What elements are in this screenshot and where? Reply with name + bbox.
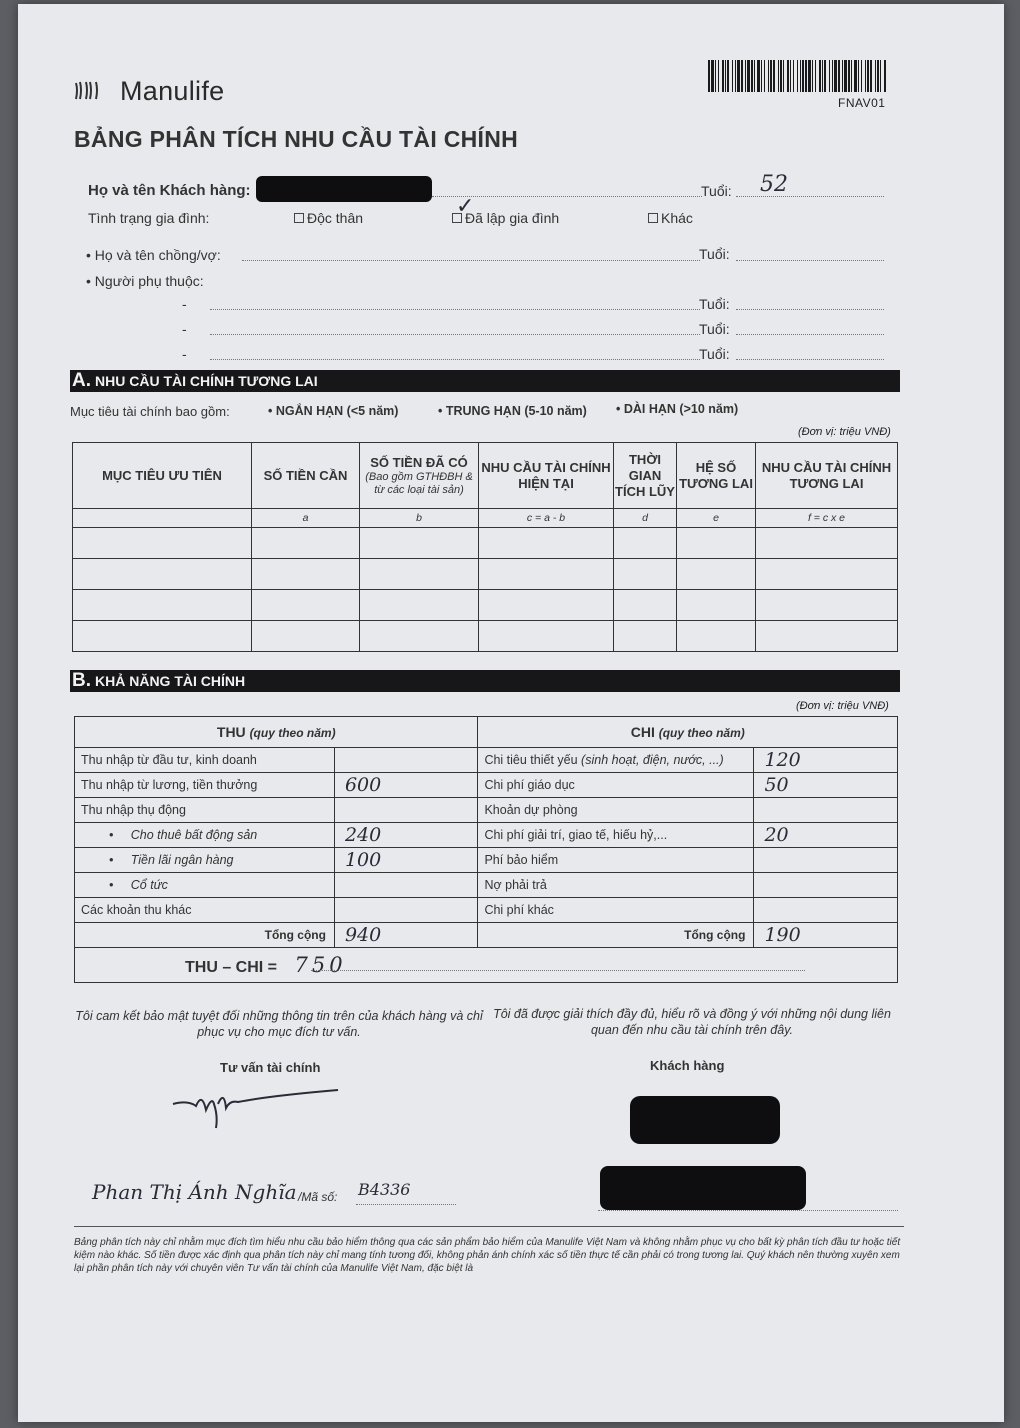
income-total-label: Tổng cộng (75, 923, 335, 948)
status-other[interactable] (648, 210, 693, 226)
dependent-dash: - (182, 296, 187, 312)
table-row (75, 823, 898, 848)
expense-label: Chi tiêu thiết yếu (sinh hoạt, điện, nước, ...) (478, 748, 754, 773)
dependent-age-label: Tuổi: (699, 296, 730, 312)
advisor-code-value: B4336 (358, 1180, 411, 1199)
total-row (75, 923, 898, 948)
spouse-age-label: Tuổi: (699, 246, 730, 262)
dependent-line (210, 309, 700, 310)
income-value[interactable]: 240 (334, 823, 478, 848)
expense-total-label: Tổng cộng (478, 923, 754, 948)
advisor-code-line (356, 1204, 456, 1205)
income-value[interactable] (334, 873, 478, 898)
income-value[interactable] (334, 898, 478, 923)
checkbox-icon[interactable] (648, 213, 658, 223)
form-code: FNAV01 (838, 96, 886, 110)
advisor-code-label: /Mã số: (298, 1190, 338, 1204)
table-row (75, 773, 898, 798)
client-signature-label: Khách hàng (650, 1058, 725, 1073)
income-label: Thu nhập từ lương, tiền thưởng (75, 773, 335, 798)
client-name-label: Họ và tên Khách hàng: (88, 182, 251, 199)
advisor-name: Phan Thị Ánh Nghĩa (92, 1180, 297, 1204)
dependent-age-line (736, 359, 884, 360)
income-header: THU (quy theo năm) (75, 717, 478, 748)
client-commitment: Tôi đã được giải thích đầy đủ, hiểu rõ và đồng ý với những nội dung liên quan đến nhu cầu tài chính trên đây. (493, 1007, 891, 1037)
table-row (75, 848, 898, 873)
client-name-redacted (256, 176, 432, 202)
expense-value[interactable]: 50 (754, 773, 898, 798)
expense-value[interactable] (754, 898, 898, 923)
section-a-title: NHU CẦU TÀI CHÍNH TƯƠNG LAI (95, 373, 318, 389)
dependent-age-label: Tuổi: (699, 321, 730, 337)
dependents-row: • Người phụ thuộc: (86, 273, 204, 289)
checkbox-icon[interactable] (294, 213, 304, 223)
financial-capacity-table (74, 716, 898, 983)
document-title: BẢNG PHÂN TÍCH NHU CẦU TÀI CHÍNH (74, 126, 519, 152)
net-cell (75, 948, 898, 983)
col-amount-needed: SỐ TIỀN CẦN (252, 443, 360, 509)
income-label: • Tiền lãi ngân hàng (75, 848, 335, 873)
net-value[interactable]: 750 (294, 953, 347, 977)
income-label: Thu nhập thụ động (75, 798, 335, 823)
income-label: • Cổ tức (75, 873, 335, 898)
dependent-age-line (736, 309, 884, 310)
client-age-value: 52 (760, 172, 788, 197)
footer-disclaimer: Bảng phân tích này chỉ nhằm mục đích tìm hiểu nhu cầu bảo hiểm thông qua các sản phẩm bảo hiểm của Manulife Việt Nam và không nhằm phục vụ cho bất kỳ phân tích đầu tư hoặc tiết kiệm nào khác. Số tiền được xác định qua phân tích này chỉ mang tính tương đối, không phản ánh chính xác số tiền thực tế cần phải có trong tương lai. Quý khách nên thường xuyên xem lại phần phân tích này với chuyên viên Tư vấn tài chính của Manulife Việt Nam, đặc biệt là (74, 1237, 901, 1274)
form-page (18, 4, 1004, 1422)
spouse-age-line (736, 260, 884, 261)
table-row (75, 798, 898, 823)
col-future-need: NHU CẦU TÀI CHÍNH TƯƠNG LAI (756, 443, 898, 509)
client-name-signature-redacted (600, 1166, 806, 1210)
section-b-unit: (Đơn vị: triệu VNĐ) (796, 700, 889, 712)
dependent-line (210, 334, 700, 335)
status-single[interactable] (294, 210, 363, 226)
expense-value[interactable] (754, 848, 898, 873)
expense-label: Chi phí giáo dục (478, 773, 754, 798)
expense-value[interactable] (754, 798, 898, 823)
section-b-title: KHẢ NĂNG TÀI CHÍNH (95, 673, 246, 689)
net-line (311, 970, 805, 971)
family-status-label: Tình trạng gia đình: (88, 210, 210, 226)
client-age-label: Tuổi: (701, 183, 732, 199)
client-name-line (598, 1210, 898, 1211)
term-medium: • TRUNG HẠN (5-10 năm) (438, 404, 587, 418)
expense-label: Chi phí giải trí, giao tế, hiếu hỷ,... (478, 823, 754, 848)
section-b-letter: B. (72, 670, 91, 691)
section-b-header (70, 670, 900, 692)
table-row (75, 898, 898, 923)
section-a-letter: A. (72, 370, 91, 391)
col-accumulation-time: THỜI GIAN TÍCH LŨY (614, 443, 677, 509)
table-row (75, 748, 898, 773)
income-label: • Cho thuê bất động sản (75, 823, 335, 848)
check-mark-icon: ✓ (456, 194, 475, 219)
term-long: • DÀI HẠN (>10 năm) (616, 402, 739, 416)
col-current-need: NHU CẦU TÀI CHÍNH HIỆN TẠI (479, 443, 614, 509)
section-a-unit: (Đơn vị: triệu VNĐ) (798, 426, 891, 438)
expense-label: Phí bảo hiểm (478, 848, 754, 873)
goal-label: Mục tiêu tài chính bao gồm: (70, 404, 230, 419)
income-value[interactable] (334, 748, 478, 773)
table-row[interactable] (73, 559, 898, 590)
manulife-logo-icon (74, 79, 100, 101)
table-row[interactable] (73, 621, 898, 652)
table-row (75, 873, 898, 898)
expense-value[interactable]: 120 (754, 748, 898, 773)
income-value[interactable] (334, 798, 478, 823)
table-row[interactable] (73, 590, 898, 621)
status-single-label: Độc thân (307, 210, 364, 226)
brand-name: Manulife (120, 76, 225, 106)
income-value[interactable]: 600 (334, 773, 478, 798)
client-age-line (736, 196, 884, 197)
expense-value[interactable] (754, 873, 898, 898)
footer-divider (74, 1226, 904, 1227)
col-future-factor: HỆ SỐ TƯƠNG LAI (677, 443, 756, 509)
formula-row: a b c = a - b d e f = c x e (73, 509, 898, 528)
expense-header: CHI (quy theo năm) (478, 717, 898, 748)
expense-value[interactable]: 20 (754, 823, 898, 848)
table-header-row (75, 717, 898, 748)
col-amount-available: SỐ TIỀN ĐÃ CÓ (Bao gồm GTHĐBH & từ các loại tài sản) (360, 443, 479, 509)
col-priority-goal: MỤC TIÊU ƯU TIÊN (73, 443, 252, 509)
future-needs-table (72, 442, 898, 652)
income-label: Các khoản thu khác (75, 898, 335, 923)
table-row[interactable] (73, 528, 898, 559)
income-value[interactable]: 100 (334, 848, 478, 873)
net-row (75, 948, 898, 983)
expense-label: Nợ phải trả (478, 873, 754, 898)
manulife-logo (74, 76, 224, 107)
dependent-line (210, 359, 700, 360)
spouse-line (242, 260, 700, 261)
status-other-label: Khác (661, 210, 693, 226)
barcode-icon (708, 60, 888, 92)
dependents-label: Người phụ thuộc: (94, 273, 204, 289)
income-total-value[interactable]: 940 (334, 923, 478, 948)
section-a-header (70, 370, 900, 392)
status-married-label: Đã lập gia đình (465, 210, 560, 226)
dependent-age-label: Tuổi: (699, 346, 730, 362)
spouse-row: • Họ và tên chồng/vợ: (86, 247, 221, 263)
dependent-dash: - (182, 346, 187, 362)
income-label: Thu nhập từ đầu tư, kinh doanh (75, 748, 335, 773)
client-signature-redacted (630, 1096, 780, 1144)
dependent-dash: - (182, 321, 187, 337)
expense-total-value[interactable]: 190 (754, 923, 898, 948)
expense-label: Khoản dự phòng (478, 798, 754, 823)
spouse-label: Họ và tên chồng/vợ: (94, 247, 221, 263)
net-label: THU – CHI = (185, 959, 278, 976)
advisor-commitment: Tôi cam kết bảo mật tuyệt đối những thông tin trên của khách hàng và chỉ phục vụ cho mục đích tư vấn. (75, 1009, 483, 1039)
dependent-age-line (736, 334, 884, 335)
expense-label: Chi phí khác (478, 898, 754, 923)
advisor-signature-icon (168, 1082, 348, 1134)
table-header-row (73, 443, 898, 509)
term-short: • NGẮN HẠN (<5 năm) (268, 404, 399, 418)
advisor-signature-label: Tư vấn tài chính (220, 1060, 321, 1075)
